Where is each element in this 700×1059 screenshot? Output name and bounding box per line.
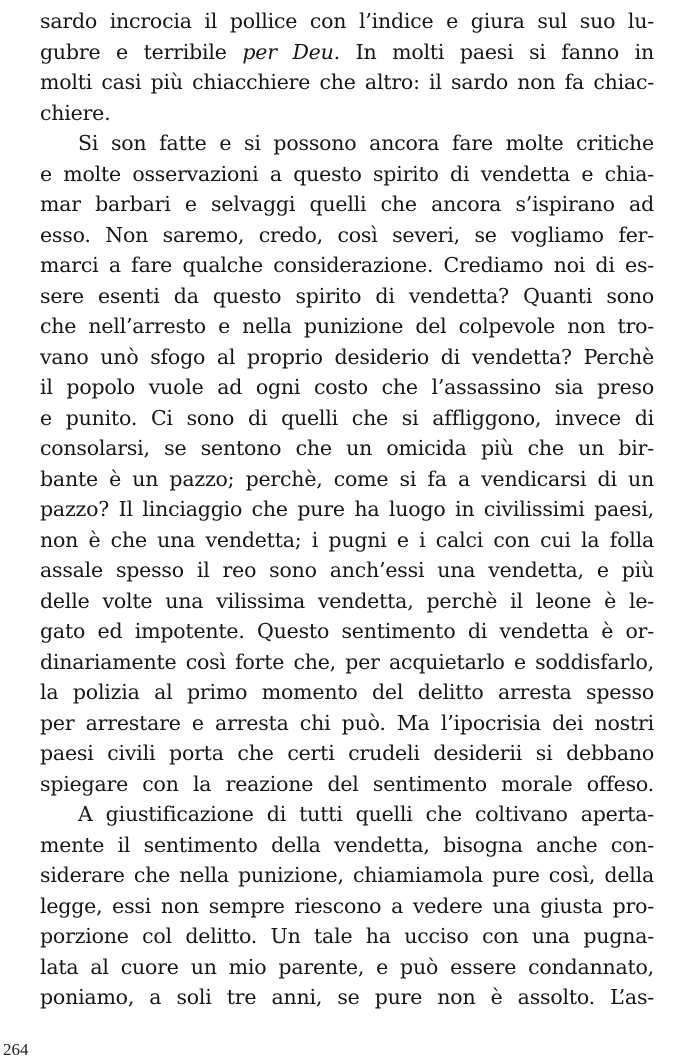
text-line: pazzo? Il linciaggio che pure ha luogo in civilissimi paesi, [40,497,654,521]
text-line: dinariamente così forte che, per acquietarlo e soddisfarlo, [40,649,654,674]
text-line: molti casi più chiacchiere che altro: il sardo non fa chiac- [40,70,654,94]
text-line: siderare che nella punizione, chiamiamola pure così, della [40,863,654,887]
text-line: esso. Non saremo, credo, così severi, se vogliamo fer- [40,222,654,247]
text-line: spiegare con la reazione del sentimento morale offeso. [40,771,654,796]
paragraph-1 [40,6,654,128]
text-line: delle volte una vilissima vendetta, perchè il leone è le- [40,588,654,613]
text-line: chiere. [40,100,111,125]
text-line: sardo incrocia il pollice con l’indice e giura sul suo lu- [40,9,654,33]
text-line: gato ed impotente. Questo sentimento di vendetta è or- [40,619,654,643]
text-line: paesi civili porta che certi crudeli desiderii si debbano [40,741,654,765]
text-line: il popolo vuole ad ogni costo che l’assassino sia preso [40,375,654,399]
page-number: 264 [3,1040,29,1059]
text-line: mar barbari e selvaggi quelli che ancora s’ispirano ad [40,192,654,216]
text-line: porzione col delitto. Un tale ha ucciso con una pugna- [40,924,654,948]
text-line: marci a fare qualche considerazione. Crediamo noi di es- [40,253,654,277]
text-line: assale spesso il reo sono anch’essi una vendetta, e più [40,558,654,582]
text-line: bante è un pazzo; perchè, come si fa a vendicarsi di un [40,466,654,491]
paragraph-3 [40,799,654,1013]
text-line: legge, essi non sempre riescono a vedere una giusta pro- [40,893,654,918]
text-line: poniamo, a soli tre anni, se pure non è assolto. L’as- [40,985,654,1009]
text-line: gubre e terribile per Deu. In molti paesi si fanno in [40,39,654,64]
text-line: mente il sentimento della vendetta, bisogna anche con- [40,832,654,857]
text-line: lata al cuore un mio parente, e può essere condannato, [40,954,654,979]
text-line: sere esenti da questo spirito di vendetta? Quanti sono [40,283,654,308]
text-line: e molte osservazioni a questo spirito di vendetta e chia- [40,161,654,186]
text-line: e punito. Ci sono di quelli che si affliggono, invece di [40,405,654,430]
paragraph-2 [40,128,654,799]
text-line: per arrestare e arresta chi può. Ma l’ipocrisia dei nostri [40,710,654,735]
text-line: Si son fatte e si possono ancora fare molte critiche [78,131,654,155]
text-line: la polizia al primo momento del delitto arresta spesso [40,680,654,704]
text-line: vano unò sfogo al proprio desiderio di vendetta? Perchè [40,344,654,369]
text-line: non è che una vendetta; i pugni e i calci con cui la folla [40,527,654,552]
text-line: che nell’arresto e nella punizione del colpevole non tro- [40,314,654,338]
page-body [40,6,654,1013]
text-line: consolarsi, se sentono che un omicida più che un bir- [40,436,654,460]
text-line: A giustificazione di tutti quelli che coltivano aperta- [78,802,654,826]
